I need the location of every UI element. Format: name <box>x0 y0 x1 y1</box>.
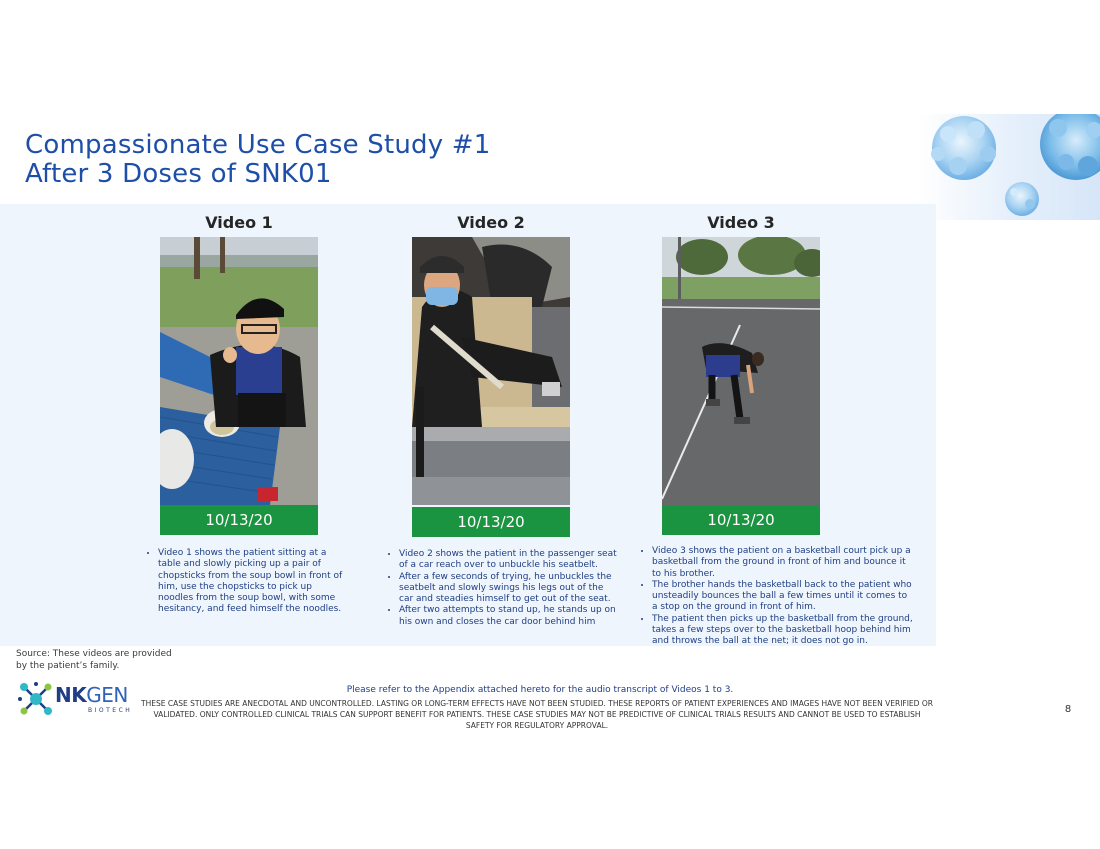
video-2-bullet: • After a few seconds of trying, he unbuckles the seatbelt and slowly swings his legs out of the car and steadies himself to get out of the seat. <box>399 572 619 606</box>
logo-gen: GEN <box>86 683 128 707</box>
slide-title <box>25 131 491 189</box>
source-note: Source: These videos are provided by the patient’s family. <box>16 649 172 671</box>
video-panel <box>0 204 936 646</box>
video-3-title: Video 3 <box>707 213 775 232</box>
video-2-bullet: • After two attempts to stand up, he stands up on his own and closes the car door behind him <box>399 605 619 628</box>
video-3-bullet: • The brother hands the basketball back to the patient who unsteadily bounces the ball a few times until it comes to a stop on the ground in front of him. <box>652 580 914 614</box>
cell-small <box>1005 182 1039 216</box>
video-2-date: 10/13/20 <box>412 507 570 537</box>
video-1-thumbnail[interactable] <box>160 237 318 505</box>
disclaimer: THESE CASE STUDIES ARE ANECDOTAL AND UNCONTROLLED. LASTING OR LONG-TERM EFFECTS HAVE NOT BEEN STUDIED. THESE REPORTS OF PATIENT EXPERIENCES AND IMAGES HAVE NOT BEEN VERIFIED OR VALIDATED. ONLY CONTROLLED CLINICAL TRIALS CAN SUPPORT BENEFIT FOR PATIENTS. THESE CASE STUDIES MAY NOT BE PREDICTIVE OF CLINICAL TRIALS RESULTS AND CANNOT BE USED TO ESTABLISH SAFETY FOR REGULATORY APPROVAL. <box>141 699 933 730</box>
logo-subtitle: BIOTECH <box>88 707 133 714</box>
title-line-2: After 3 Doses of SNK01 <box>25 159 332 189</box>
video-3-date: 10/13/20 <box>662 505 820 535</box>
video-1-date: 10/13/20 <box>160 505 318 535</box>
logo-wordmark <box>55 683 128 707</box>
video-1-title: Video 1 <box>205 213 273 232</box>
nkgen-logo <box>18 681 138 719</box>
video-2-description <box>385 549 619 628</box>
appendix-note: Please refer to the Appendix attached hereto for the audio transcript of Videos 1 to 3. <box>346 685 734 695</box>
video-3-thumbnail[interactable] <box>662 237 820 505</box>
nk-cell-illustration <box>918 114 1100 220</box>
video-3-bullet: • Video 3 shows the patient on a basketball court pick up a basketball from the ground in front of him and bounce it to his brother. <box>652 546 914 580</box>
video-1-description <box>144 548 344 616</box>
video-1-bullet: • Video 1 shows the patient sitting at a table and slowly picking up a pair of chopsticks from the soup bowl in front of him, use the chopsticks to pick up noodles from the soup bowl, with some hesitancy, and feed himself the noodles. <box>158 548 344 616</box>
page-number: 8 <box>1064 704 1072 715</box>
title-line-1: Compassionate Use Case Study #1 <box>25 130 491 160</box>
video-3-bullet: • The patient then picks up the basketball from the ground, takes a few steps over to the basketball hoop behind him and throws the ball at the net; it does not go in. <box>652 614 914 648</box>
video-2-thumbnail[interactable] <box>412 237 570 505</box>
logo-nk: NK <box>55 683 87 707</box>
video-2-title: Video 2 <box>457 213 525 232</box>
molecule-logo-icon <box>18 681 54 717</box>
video-3-description <box>638 546 914 648</box>
video-2-bullet: • Video 2 shows the patient in the passenger seat of a car reach over to unbuckle his seatbelt. <box>399 549 619 572</box>
